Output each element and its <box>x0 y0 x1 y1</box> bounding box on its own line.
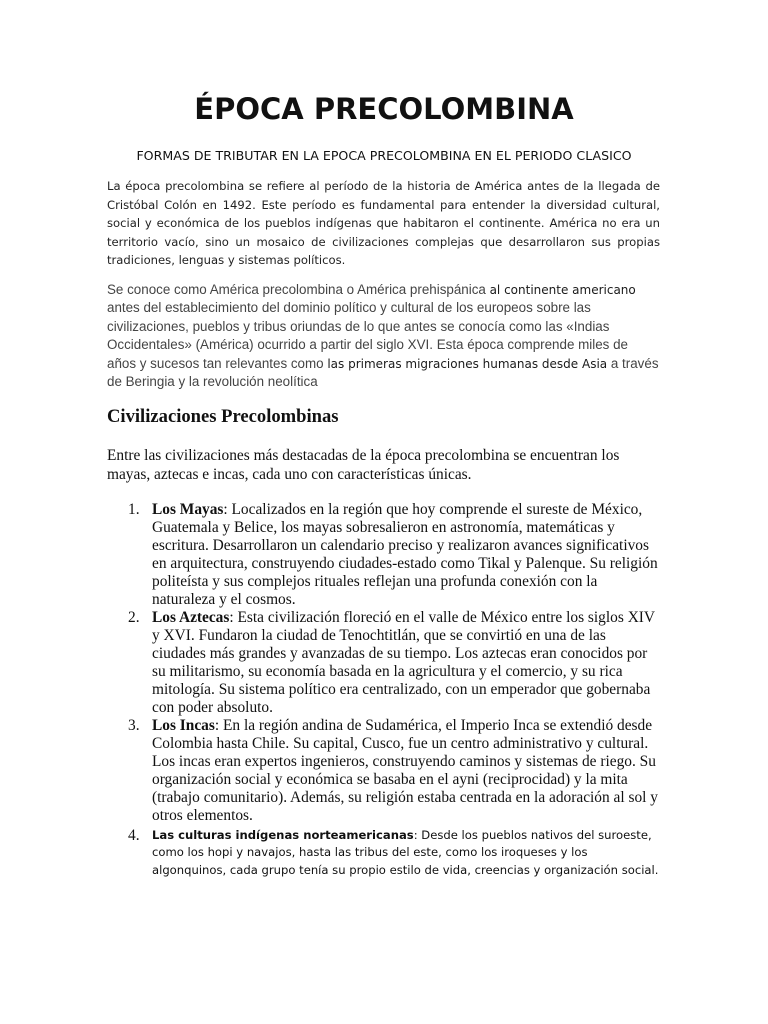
page-title: ÉPOCA PRECOLOMBINA <box>194 92 574 126</box>
list-item-term: Los Mayas <box>152 501 224 518</box>
list-item-term: Los Incas <box>152 717 215 734</box>
list-item <box>128 717 663 825</box>
definition-text-5: a través de Beringia y la revolución neolítica <box>107 355 659 390</box>
list-item-number: 4. <box>128 827 140 844</box>
list-item-term: Los Aztecas <box>152 609 230 626</box>
list-item <box>128 827 663 879</box>
section-heading: Civilizaciones Precolombinas <box>107 406 339 427</box>
list-item <box>128 501 663 609</box>
list-item-number: 1. <box>128 501 140 518</box>
list-item <box>128 609 663 717</box>
list-item-text: : Esta civilización floreció en el valle de México entre los siglos XIV y XVI. Fundaron la ciudad de Tenochtitlán, que se convirtió en una de las ciudades más grandes y avanzadas de su tiempo. Los aztecas eran conocidos por su militarismo, su economía basada en la agricultura y el comercio, y su rica mitología. Su sistema político era centralizado, con un emperador que gobernaba con poder absoluto. <box>152 609 655 716</box>
list-item-number: 3. <box>128 717 140 734</box>
list-item-text: : Localizados en la región que hoy comprende el sureste de México, Guatemala y Belice, los mayas sobresalieron en astronomía, matemáticas y escritura. Desarrollaron un calendario preciso y realizaron avances significativos en arquitectura, construyendo ciudades-estado como Tikal y Palenque. Su religión politeísta y sus complejos rituales reflejan una profunda conexión con la naturaleza y el cosmos. <box>152 501 658 608</box>
definition-paragraph <box>107 281 660 391</box>
list-item-number: 2. <box>128 609 140 626</box>
definition-text-4: las primeras migraciones humanas desde Asia <box>327 356 608 371</box>
intro-paragraph: La época precolombina se refiere al período de la historia de América antes de la llegada de Cristóbal Colón en 1492. Este período es fundamental para entender la diversidad cultural, social y económica de los pueblos indígenas que habitaron el continente. América no era un territorio vacío, sino un mosaico de civilizaciones complejas que desarrollaron sus propias tradiciones, lenguas y sistemas políticos. <box>107 179 660 268</box>
definition-text-3: antes del establecimiento del dominio político y cultural de los europeos sobre las civilizaciones, pueblos y tribus oriundas de lo que antes se conocía como las «Indias Occidentales» (América) ocurrido a partir del siglo XVI. Esta época comprende miles de años y sucesos tan relevantes como <box>107 300 628 371</box>
list-item-text: : En la región andina de Sudamérica, el Imperio Inca se extendió desde Colombia hasta Chile. Su capital, Cusco, fue un centro administrativo y cultural. Los incas eran expertos ingenieros, construyendo caminos y sistemas de riego. Su organización social y económica se basaba en el ayni (reciprocidad) y la mita (trabajo comunitario). Además, su religión estaba centrada en la adoración al sol y otros elementos. <box>152 717 658 824</box>
section-intro-paragraph: Entre las civilizaciones más destacadas de la época precolombina se encuentran los mayas, aztecas e incas, cada uno con características únicas. <box>107 447 620 483</box>
definition-text-1: Se conoce como América precolombina o América prehispánica <box>107 282 490 297</box>
page-subtitle: FORMAS DE TRIBUTAR EN LA EPOCA PRECOLOMBINA EN EL PERIODO CLASICO <box>136 148 632 163</box>
list-item-text: : Desde los pueblos nativos del suroeste, como los hopi y navajos, hasta las tribus del este, como los iroqueses y los algonquinos, cada grupo tenía su propio estilo de vida, creencias y organización social. <box>152 828 659 877</box>
definition-text-2: al continente americano <box>489 283 636 297</box>
list-item-term: Las culturas indígenas norteamericanas <box>152 828 414 842</box>
civilizations-list <box>128 501 663 879</box>
